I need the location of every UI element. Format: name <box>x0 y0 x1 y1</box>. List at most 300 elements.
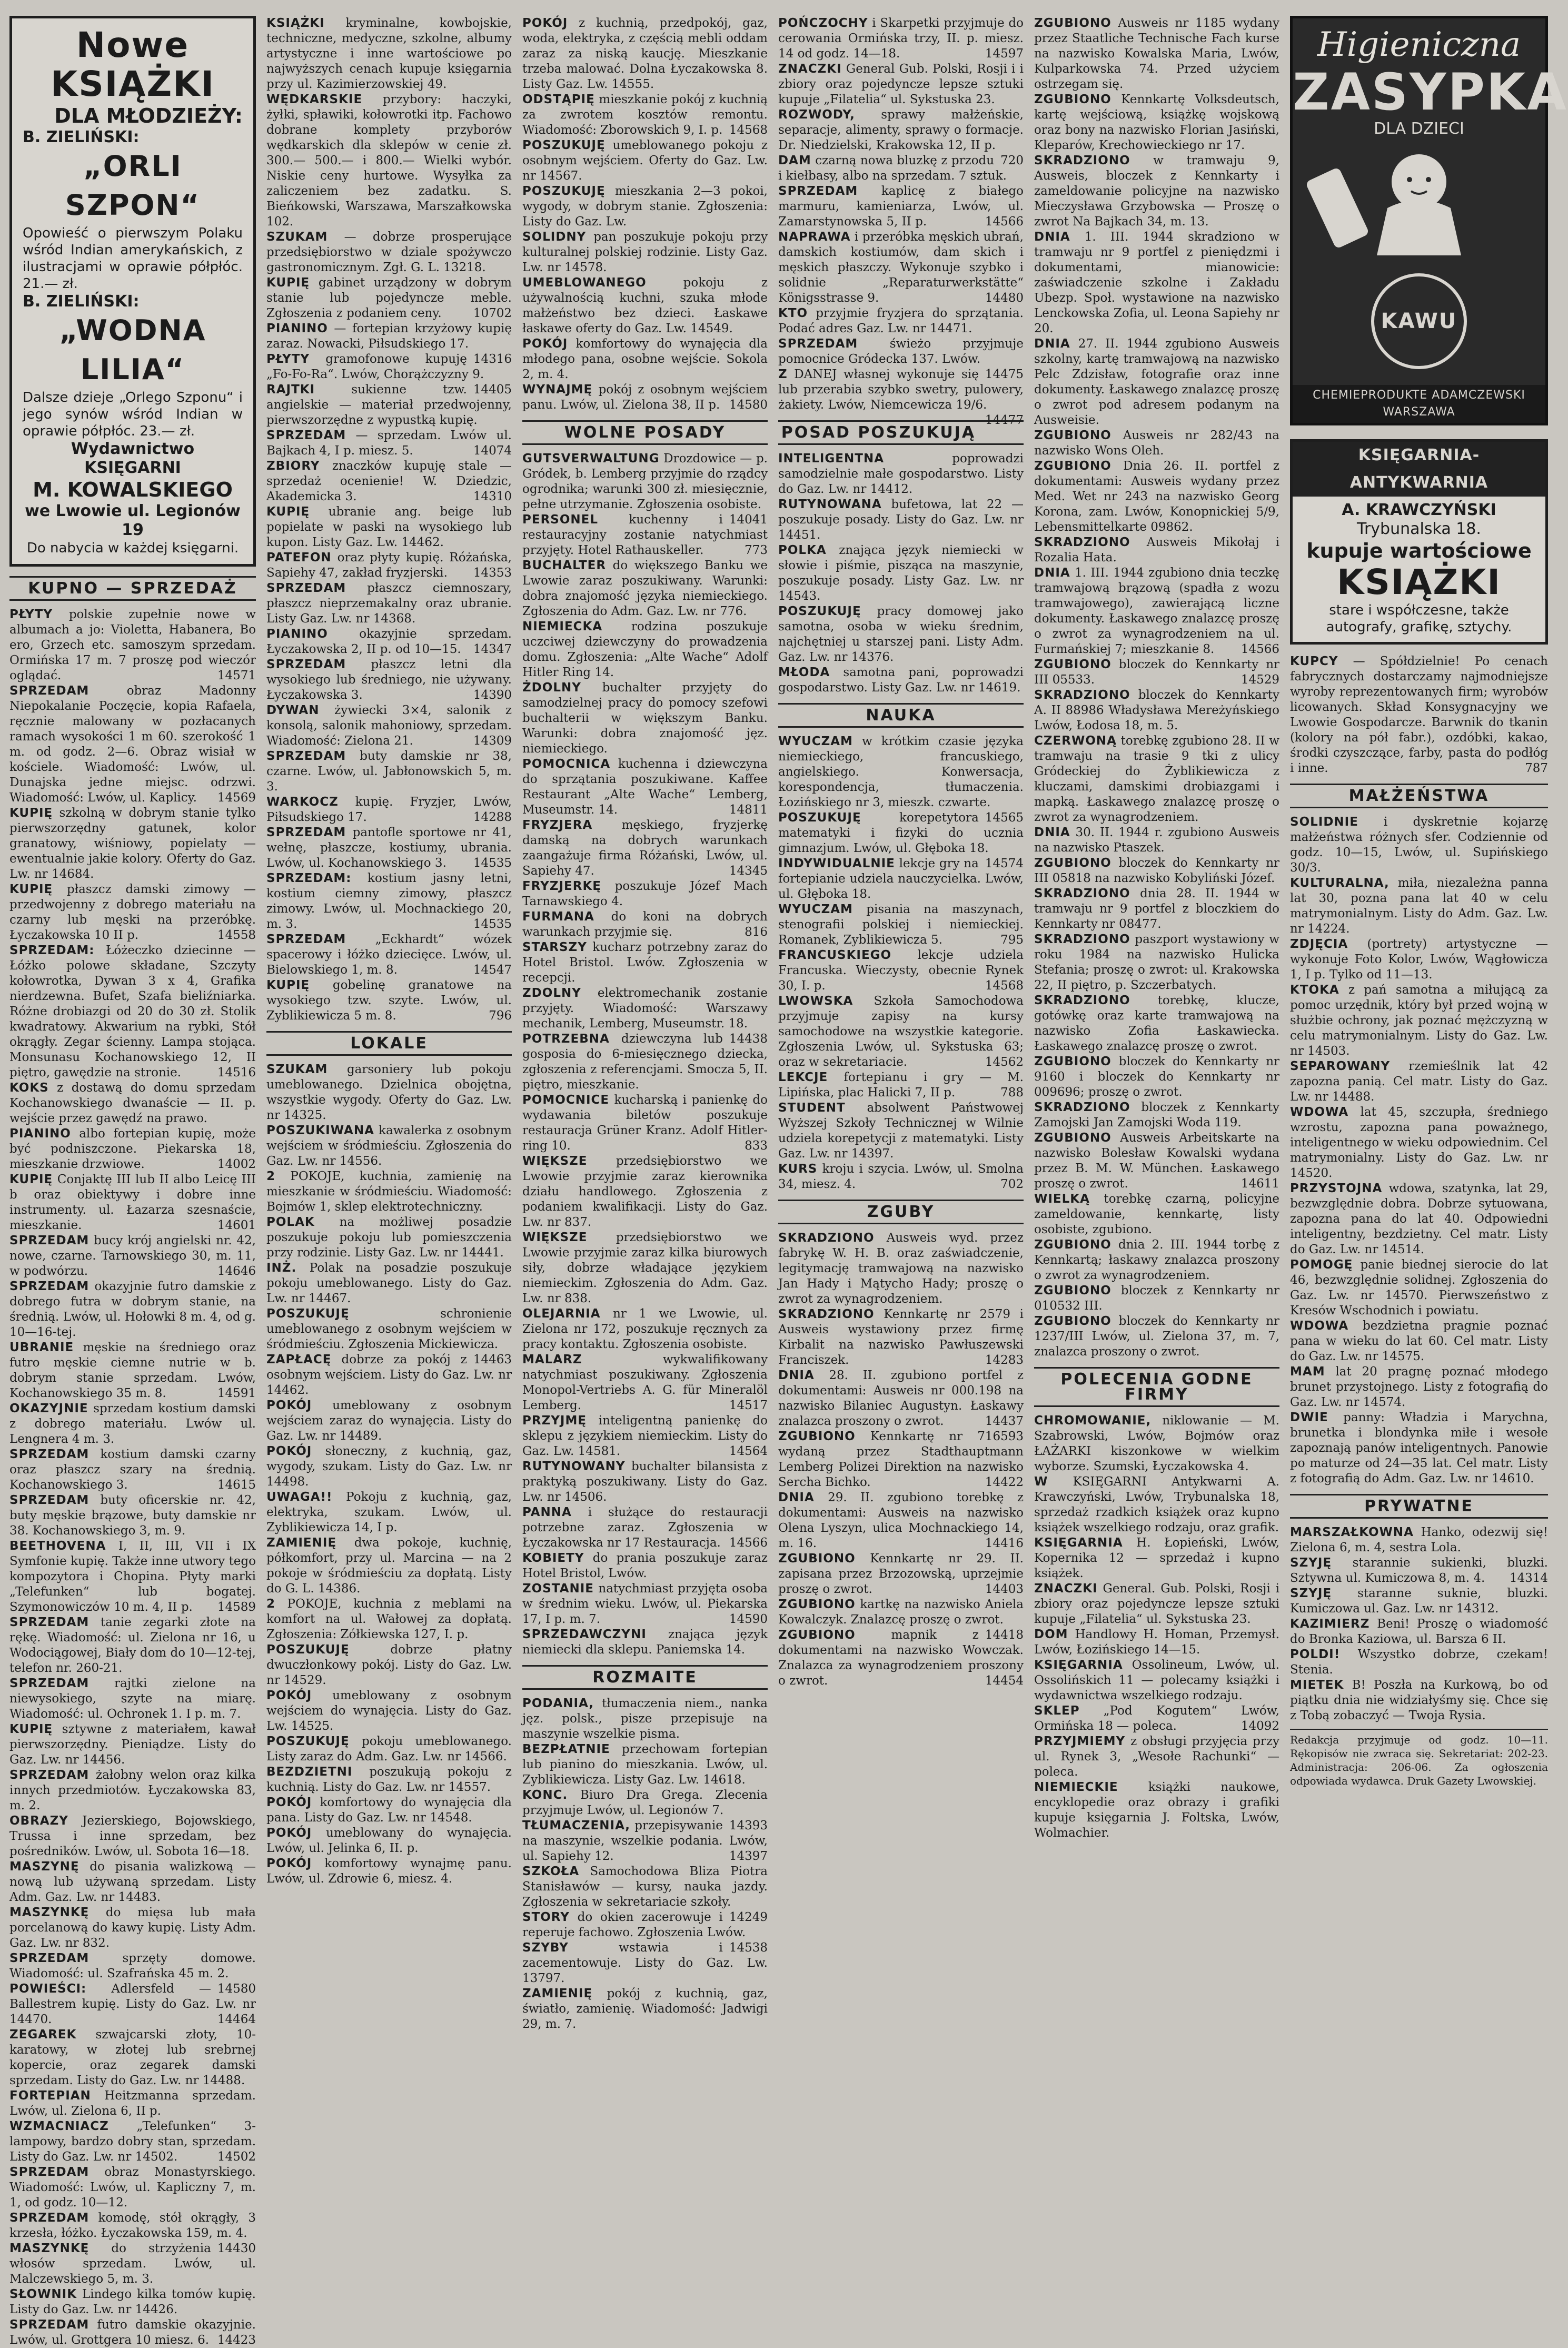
ad-keyword: ZGUBIONO <box>778 1552 856 1566</box>
classified-ad <box>1034 825 1279 856</box>
ad-text: Conjaktę III lub II albo Leicę III b oraz obiektywy i dobre inne instrumenty. ul. Łazarza szesnaście, mieszkanie. <box>9 1173 256 1232</box>
ad-text: umeblowany do wynajęcia. Lwów, ul. Jelinka 6, II. p. <box>266 1826 512 1855</box>
classified-ad <box>1290 654 1548 776</box>
ad-text: Ausweis nr 1185 wydany przez Staatliche Technische Fach kurse na nazwisko Kowalska Maria, Lwów, Kulparkowska 74. Przed użyciem ostrzegam się. <box>1034 16 1279 91</box>
ad-keyword: POLDI! <box>1290 1648 1341 1661</box>
ad-keyword: DNIA <box>778 1369 815 1382</box>
ad-keyword: SPRZEDAM <box>266 826 346 839</box>
ad-keyword: SPRZEDAM <box>9 1768 90 1782</box>
classified-ad <box>522 230 768 275</box>
col5-polecenia-listings <box>1034 1413 1279 1841</box>
ad-number: 14403 <box>985 1582 1024 1596</box>
ad-number: 14611 <box>1240 1177 1279 1191</box>
ad-number: 14535 <box>473 856 512 870</box>
ad-keyword: STORY <box>522 1910 570 1924</box>
ad-number: 14283 <box>985 1353 1024 1367</box>
ad-text: sukienne tzw. angielskie — materiał przedwojenny, pierwszorzędne z wypustką kupię. <box>266 383 512 427</box>
ad-number: 14393 <box>729 1819 768 1832</box>
ad-keyword: SZUKAM <box>266 1063 328 1076</box>
classified-ad <box>1290 983 1548 1059</box>
col6-malzenstwa-listings <box>1290 815 1548 1487</box>
ad-number: 14564 <box>729 1444 768 1458</box>
ad-keyword: POKÓJ <box>522 337 568 351</box>
classified-ad <box>778 1101 1024 1162</box>
ad-text: tanie zegarki złote na rękę. Wiadomość: ul. Zielona nr 16, u Wodociągowej, Biały dom do 10—12-tej, telefon nr. 260-21. <box>9 1616 256 1675</box>
ad-keyword: SZYJĘ <box>1290 1587 1332 1600</box>
ad-keyword: SKRADZIONO <box>1034 933 1130 946</box>
ad-number: 787 <box>1525 761 1548 775</box>
ad-keyword: KUPIĘ <box>266 978 310 992</box>
classified-ad <box>522 1154 768 1230</box>
classified-ad <box>266 1490 512 1535</box>
ad-keyword: WYNAJMĘ <box>522 383 593 397</box>
classified-ad <box>1290 1556 1548 1586</box>
ad-number: 788 <box>1000 1086 1024 1099</box>
ad-text: sprawy małżeńskie, separacje, alimenty, sprawy o formacje. Dr. Niedzielski, Krakowska 12, II p. <box>778 108 1024 152</box>
column-1 <box>9 16 256 2347</box>
ad-keyword: FORTEPIAN <box>9 2089 91 2103</box>
ad-text: miła, niezależna panna lat 30, pozna pana lat 40 w celu matrymonialnym. Listy do Adm. Gaz. Lw. nr 14224. <box>1290 876 1548 936</box>
classified-ad <box>1034 1535 1279 1581</box>
ad-text: lekcje udziela Francuska. Wieczysty, obecnie Rynek 30, I. p. <box>778 948 1024 993</box>
classified-ad <box>266 428 512 459</box>
ad-text: kostium damski czarny oraz płaszcz szary na średnią. Kochanowskiego 3. <box>9 1448 256 1492</box>
classified-ad <box>522 1505 768 1551</box>
classified-ad <box>1034 428 1279 459</box>
classified-ad <box>266 1642 512 1688</box>
ad-keyword: PRZYJMĘ <box>522 1414 587 1428</box>
ad-zasypka-sub: DLA DZIECI <box>1374 120 1464 138</box>
ad-number: 10702 <box>473 306 512 320</box>
classified-ad <box>9 1768 256 1814</box>
ad-keyword: DYWAN <box>266 704 320 717</box>
ad-antykwariat-title: KSIĘGARNIA-ANTYKWARNIA <box>1293 442 1545 497</box>
ad-keyword: RUTYNOWANA <box>778 498 882 511</box>
classified-ad <box>778 902 1024 948</box>
ad-keyword: KUPIĘ <box>9 806 53 820</box>
classified-ad <box>266 16 512 92</box>
ad-text: do mięsa lub mała porcelanową do kawy kupię. Listy Adm. Gaz. Lw. nr 832. <box>9 1906 256 1950</box>
ad-number: 14562 <box>985 1055 1024 1069</box>
ad-antykwariat-owner: A. KRAWCZYŃSKI <box>1342 501 1496 519</box>
classified-ad <box>778 497 1024 543</box>
classified-ad <box>266 581 512 627</box>
col5-top-listings <box>1034 16 1279 1360</box>
ad-keyword: SPRZEDAM: <box>9 944 95 957</box>
ad-number: 14516 <box>217 1066 256 1079</box>
ad-text: futro damskie okazyjnie. Lwów, ul. Grottgera 10 miesz. 6. <box>9 2318 256 2347</box>
classified-ad <box>266 795 512 825</box>
ad-number: 14480 <box>985 291 1024 305</box>
ad-text: znająca język niemiecki w słowie i piśmie, pisząca na maszynie, poszukuje posady. Listy Gaz. Lw. nr 14543. <box>778 543 1024 603</box>
classified-ad <box>1290 1586 1548 1617</box>
ad-keyword: MALARZ <box>522 1353 582 1366</box>
ad-text: z obsługi przyjęcia przy ul. Rynek 3, „Wesołe Rachunki“ — poleca. <box>1034 1735 1279 1779</box>
ad-text: Ausweis Arbeitskarte na nazwisko Bolesław Kowalski wydana przez B. M. W. München. Łaskawego proszę o zwrot. <box>1034 1131 1279 1191</box>
classified-ad <box>1034 1780 1279 1841</box>
ad-keyword: SPRZEDAM <box>266 749 346 763</box>
ad-keyword: WZMACNIACZ <box>9 2119 109 2133</box>
ad-text: kaplicę z białego marmuru, kamieniarza, Lwów, ul. Zamarstynowska 5, II p. <box>778 184 1024 229</box>
classified-ad <box>778 1368 1024 1429</box>
baby-icon <box>1308 140 1530 261</box>
ad-text: Łóżeczko dziecinne — Łóżko polowe składane, Szczyty kołowrotka, Dywan 3 x 4, Grafika nierdzewna. Bufet, Szafa bieliźniarka. Różne drobiazgi od 20 do 30 zł. Stolik kwadratowy. Akwarium na rybki, Stół okrągły. Zegar ścienny. Lampa stojąca. Monsunasu Kochanowskiego 12, II piętro, gawędzie na stronie. <box>9 944 256 1079</box>
ad-number: 14574 <box>985 857 1024 870</box>
classified-ad <box>1034 1627 1279 1658</box>
ad-text: pantofle sportowe nr 41, wełnę, płaszcze, kostiumy, ubrania. Lwów, ul. Kochanowskiego 3. <box>266 826 512 870</box>
ad-keyword: ZGUBIONO <box>1034 1055 1112 1068</box>
ad-keyword: KUPCY <box>1290 655 1338 668</box>
ad-text: pokoju z używalnością kuchni, szuka młode małżeństwo bez dzieci. Łaskawe łaskawe oferty do Gaz. Lw. 14549. <box>522 276 768 335</box>
classified-ad <box>778 62 1024 107</box>
classified-ad <box>1290 1647 1548 1678</box>
ad-number: 14438 <box>729 1032 768 1046</box>
classified-ad <box>778 451 1024 497</box>
section-malzenstwa: MAŁŻEŃSTWA <box>1290 784 1548 808</box>
ad-text: tłumaczenia niem., nanka jęz. polsk., pisze przepisuje na maszynie wszelkie pisma. <box>522 1697 768 1741</box>
classified-ad <box>778 184 1024 230</box>
ad-number: 773 <box>745 543 768 557</box>
classified-ad <box>266 627 512 657</box>
ad-keyword: SKLEP <box>1034 1704 1080 1718</box>
ad-number: 14568 <box>729 123 768 137</box>
classified-ad <box>9 1126 256 1172</box>
ad-keyword: SKRADZIONO <box>1034 536 1130 549</box>
classified-ad <box>266 550 512 581</box>
classified-ad <box>1290 876 1548 937</box>
classified-ad <box>266 1734 512 1765</box>
classified-ad <box>1034 1703 1279 1734</box>
classified-ad <box>778 336 1024 381</box>
classified-ad <box>778 1162 1024 1192</box>
ad-text: buchalter bilansista z praktyką poszukiwany. Listy do Gaz. Lw. nr 14506. <box>522 1460 768 1504</box>
ad-text: okazyjnie futro damskie z dobrego futra w dobrym stanie, na średnią. Lwów, ul. Hołowki 8 m. 4, od g. 10—16-tej. <box>9 1280 256 1339</box>
ad-antykwariat-line1: kupuje wartościowe <box>1306 539 1532 562</box>
ad-text: Adlersfeld — Ballestrem kupię. Listy do Gaz. Lw. nr 14470. <box>9 1982 256 2026</box>
ad-keyword: POKÓJ <box>266 1857 312 1870</box>
ad-keyword: DWIE <box>1290 1411 1328 1424</box>
ad-keyword: POSZUKUJĘ <box>522 138 606 152</box>
ad-text: bloczek do Kennkarty A. II 88986 Władysława Mereżyńskiego Lwów, Łodosa 18, m. 5. <box>1034 688 1279 732</box>
ad-keyword: FRYZJERA <box>522 818 593 832</box>
section-prywatne: PRYWATNE <box>1290 1494 1548 1519</box>
ad-number: 14591 <box>217 1386 256 1400</box>
classified-ad <box>1034 734 1279 825</box>
classified-ad <box>778 948 1024 994</box>
ad-text: oraz płyty kupię. Różańska, Sapiehy 47, zakład fryzjerski. <box>266 551 512 580</box>
ad-books-author1: B. ZIELIŃSKI: <box>23 128 140 146</box>
ad-keyword: UWAGA!! <box>266 1490 333 1504</box>
ad-books-headline: Nowe KSIĄŻKI <box>51 25 215 104</box>
ad-text: Ossolineum, Lwów, ul. Ossolińskich 11 — polecamy książki i wydawnictwa wszelkiego rodzaju. <box>1034 1658 1279 1702</box>
ad-keyword: SKRADZIONO <box>1034 994 1130 1007</box>
ad-text: Dnia 26. II. portfel z dokumentami: Ausweis wydany przez Med. Wet nr 243 na nazwisko Georg Korona, zam. Lwów, Konopnickiej 5/9, Lebensmittelkarte 09862. <box>1034 459 1279 534</box>
ad-keyword: POSZUKUJĘ <box>522 184 606 198</box>
classified-ad <box>9 1447 256 1493</box>
classified-ad <box>1290 815 1548 876</box>
ad-keyword: KSIĄŻKI <box>266 16 325 30</box>
ad-number: 14517 <box>729 1399 768 1412</box>
classified-ad <box>1034 16 1279 92</box>
col2-lokale-listings <box>266 1062 512 1887</box>
classified-ad <box>266 703 512 749</box>
ad-keyword: SPRZEDAM <box>778 184 858 198</box>
ad-keyword: SPRZEDAM <box>778 337 858 351</box>
classified-ad <box>9 882 256 943</box>
ad-keyword: DNIA <box>1034 826 1070 839</box>
col4-poszukuja-listings <box>778 451 1024 696</box>
ad-keyword: 2 <box>266 1170 276 1183</box>
ad-keyword: ZGUBIONO <box>1034 16 1112 30</box>
col4-zguby-listings <box>778 1231 1024 1689</box>
ad-keyword: POŃCZOCHY <box>778 16 868 30</box>
ad-text: pan poszukuje pokoju przy kulturalnej polskiej rodzinie. Listy Gaz. Lw. nr 14578. <box>522 230 768 274</box>
ad-text: rzemieślnik lat 42 zapozna panią. Cel matr. Listy do Gaz. Lw. nr 14488. <box>1290 1059 1548 1104</box>
ad-keyword: ZAMIENIĘ <box>266 1536 337 1550</box>
ad-keyword: MASZYNKĘ <box>9 2242 90 2255</box>
section-polecenia: POLECENIA GODNE FIRMY <box>1034 1367 1279 1407</box>
classified-ad <box>522 1551 768 1581</box>
ad-zasypka-script: Higieniczna <box>1317 25 1521 64</box>
classified-ad <box>778 1551 1024 1597</box>
ad-keyword: SŁOWNIK <box>9 2287 77 2301</box>
classified-ad <box>1290 1364 1548 1410</box>
classified-ad <box>9 1081 256 1126</box>
ad-text: komfortowy do wynajęcia dla pana. Listy do Gaz. Lw. nr 14548. <box>266 1796 512 1825</box>
section-lokale: LOKALE <box>266 1031 512 1056</box>
col2-top-listings <box>266 16 512 1024</box>
ad-text: poprowadzi samodzielnie małe gospodarstwo. Listy do Gaz. Lw. nr 14412. <box>778 452 1024 496</box>
ad-keyword: POKÓJ <box>266 1796 312 1809</box>
ad-books-footer: Do nabycia w każdej księgarni. <box>26 540 239 556</box>
ad-text: „Eckhardt“ wózek spacerowy i łóżko dziecięce. Lwów, ul. Bielowskiego 1, m. 8. <box>266 933 512 977</box>
ad-number: 14397 <box>729 1849 768 1863</box>
ad-keyword: ZGUBIONO <box>1034 429 1112 442</box>
ad-text: znająca język niemiecki dla sklepu. Paniemska 14. <box>522 1628 768 1657</box>
ad-books-desc1: Opowieść o pierwszym Polaku wśród Indian amerykańskich, z ilustracjami w oprawie półpłóc. 21.— zł. <box>23 225 243 292</box>
classified-ad <box>266 749 512 795</box>
ad-text: General. Gub. Polski, Rosji i zbiory oraz pojedyncze lepsze sztuki kupuje „Filatelia“ ul. Sykstuska 23. <box>1034 1582 1279 1626</box>
ad-text: komfortowy do wynajęcia dla młodego pana, osobne wejście. Sokola 2, m. 4. <box>522 337 768 381</box>
ad-text: fortepianu i gry — M. Lipińska, plac Halicki 7, II p. <box>778 1071 1024 1099</box>
ad-text: i Skarpetki przyjmuje do cerowania Ormińska trzy, II. p. miesz. 14 od godz. 14—18. <box>778 16 1024 61</box>
ad-text: do większego Banku we Lwowie zaraz poszukiwany. Warunki: dobra znajomość języka niemieckiego. Zgłoszenia do Adm. Gaz. Lw. nr 776. <box>522 559 768 618</box>
ad-keyword: POMOCNICE <box>522 1093 610 1107</box>
classified-ad <box>778 543 1024 604</box>
ad-text: niklowanie — M. Szabrowski, Lwów, Bojmów oraz ŁAŻARKI kiszonkowe w wielkim wyborze. Szumski, Łyczakowska 4. <box>1034 1414 1279 1473</box>
ad-antykwariat-line3: stare i współczesne, także autografy, grafikę, sztychy. <box>1326 602 1512 635</box>
ad-number: 14464 <box>217 2013 256 2026</box>
ad-keyword: BUCHALTER <box>522 559 607 572</box>
section-zguby: ZGUBY <box>778 1200 1024 1224</box>
classified-ad <box>266 1597 512 1642</box>
classified-ad <box>522 16 768 92</box>
ad-text: szwajcarski złoty, 10-karatowy, w złotej lub srebrnej kopercie, oraz zegarek damski sprzedam. Listy do Gaz. Lw. nr 14488. <box>9 2028 256 2087</box>
ad-text: — dobrze prosperujące przedsiębiorstwo w dziale spożywczo gastronomicznym. Zgł. G. L. 13218. <box>266 230 512 274</box>
ad-text: Ausweis nr 282/43 na nazwisko Wons Oleh. <box>1034 429 1279 458</box>
ad-keyword: FRANCUSKIEGO <box>778 948 892 962</box>
ad-keyword: OLEJARNIA <box>522 1307 601 1321</box>
classified-ad <box>522 92 768 138</box>
classified-ad <box>266 230 512 275</box>
classified-ad <box>9 2165 256 2211</box>
ad-number: 14430 <box>217 2242 256 2255</box>
ad-keyword: POKÓJ <box>266 1399 312 1412</box>
ad-keyword: SPRZEDAM <box>266 933 346 946</box>
classified-ad <box>266 1856 512 1887</box>
ad-text: Ausweis wyd. przez fabrykę W. H. B. oraz zaświadczenie, legitymację tramwajową na nazwisko Jan Hady i Mątycho Hady; proszę o zwrot za wynagrodzeniem. <box>778 1231 1024 1306</box>
ad-text: H. Łopieński, Lwów, Kopernika 12 — sprzedaż i kupno książek. <box>1034 1536 1279 1580</box>
ad-keyword: NIEMIECKA <box>522 620 603 633</box>
ad-books-subheadline: DLA MŁODZIEŻY: <box>54 104 243 127</box>
ad-text: z dostawą do domu sprzedam Kochanowskiego dwanaście — II. p. wejście przez gawędź na prawo. <box>9 1081 256 1125</box>
ad-keyword: UMEBLOWANEGO <box>522 276 647 290</box>
ad-text: panie biednej sierocie do lat 46, bezwzględnie solidnej. Zgłoszenia do Gaz. Lw. nr 14570. Pierwszeństwo z Kresów Wschodnich i powiatu. <box>1290 1258 1548 1317</box>
ad-keyword: DOM <box>1034 1628 1068 1641</box>
ad-keyword: SPRZEDAM <box>9 1951 90 1965</box>
baby-illustration <box>1293 140 1545 261</box>
ad-keyword: OBRAZY <box>9 1814 68 1828</box>
ad-keyword: SPRZEDAM <box>266 658 346 671</box>
ad-keyword: POTRZEBNA <box>522 1032 610 1046</box>
ad-text: Hanko, odezwij się! Zielona 6, m. 4, sestra Lola. <box>1290 1525 1548 1554</box>
ad-number: 14566 <box>985 215 1024 229</box>
ad-text: dziewczyna lub gosposia do 6-miesięcznego dziecka, zgłoszenia z referencjami. Smocza 5, II. piętro, mieszkanie. <box>522 1032 768 1092</box>
classified-ad <box>1034 657 1279 688</box>
classified-ad <box>1034 1413 1279 1474</box>
classified-ad <box>1034 566 1279 657</box>
ad-keyword: WIĘKSZE <box>522 1154 588 1168</box>
classified-ad <box>778 306 1024 336</box>
ad-text: przedsiębiorstwo we Lwowie przyjmie zaraz kierownika działu handlowego. Zgłoszenia z podaniem kwalifikacji. Listy do Gaz. Lw. nr 837. <box>522 1154 768 1229</box>
ad-text: buchalter przyjęty do samodzielnej pracy do pomocy szefowi buchalterii w większym Banku. Warunki: dobra znajomość jęz. niemieckiego. <box>522 681 768 756</box>
ad-keyword: KUPIĘ <box>9 1722 53 1736</box>
classified-ad <box>266 275 512 321</box>
ad-keyword: KONC. <box>522 1788 568 1802</box>
ad-keyword: POWIEŚCI: <box>9 1982 87 1996</box>
classified-ad <box>522 1459 768 1505</box>
ad-text: dwa pokoje, kuchnię, półkomfort, przy ul. Marcina — na 2 pokoje w śródmieściu za dopłatą. Listy do G. L. 14386. <box>266 1536 512 1596</box>
ad-number: 14310 <box>473 490 512 503</box>
classified-ad <box>1034 993 1279 1054</box>
classified-ad <box>266 978 512 1024</box>
col6-promo-listings <box>1290 654 1548 776</box>
ad-keyword: ZGUBIONO <box>1034 1131 1112 1145</box>
ad-text: z pań samotna a miłującą za pomoc urzędnik, który był przed wojną w służbie ochrony, jak poznać mężczyzną w celu matrymonialnym. Listy do Gaz. Lw. nr 14503. <box>1290 983 1548 1058</box>
ad-keyword: CZERWONĄ <box>1034 734 1117 748</box>
classified-ad <box>522 382 768 413</box>
column-2 <box>266 16 512 2091</box>
classified-ad <box>9 1859 256 1905</box>
ad-text: pracy domowej jako samotna, osoba w wieku średnim, najchętniej u starszej pani. Listy Adm. Gaz. Lw. nr 14376. <box>778 605 1024 664</box>
ad-number: 14314 <box>1509 1571 1548 1585</box>
classified-ad <box>1290 1059 1548 1105</box>
section-nauka: NAUKA <box>778 703 1024 728</box>
classified-ad <box>9 1340 256 1401</box>
classified-ad <box>1034 1581 1279 1627</box>
ad-text: Biuro Dra Grega. Zlecenia przyjmuje Lwów, ul. Legionów 7. <box>522 1788 768 1817</box>
classified-ad <box>1290 1105 1548 1181</box>
ad-text: bucy krój angielski nr. 42, nowe, czarne. Tarnowskiego 30, m. 11, w podwórzu. <box>9 1234 256 1278</box>
ad-text: Handlowy H. Homan, Przemysł. Lwów, Łozińskiego 14—15. <box>1034 1628 1279 1657</box>
col6-prywatne-listings <box>1290 1525 1548 1723</box>
ad-text: przyjmie fryzjera do sprzątania. Podać adres Gaz. Lw. nr 14471. <box>778 306 1024 335</box>
ad-text: poszukują pokoju z kuchnią. Listy do Gaz. Lw. nr 14557. <box>266 1765 512 1794</box>
ad-text: Kennkartę nr 2579 i Ausweis wystawiony przez firmę Kirbalit na nazwisko Pawłuszewski Franciszek. <box>778 1307 1024 1367</box>
classified-ad <box>522 619 768 680</box>
section-wolne-posady: WOLNE POSADY <box>522 420 768 445</box>
ad-keyword: ZEGAREK <box>9 2028 77 2042</box>
col3-top-listings <box>522 16 768 413</box>
classified-ad <box>778 604 1024 665</box>
ad-text: nr 1 we Lwowie, ul. Zielona nr 172, poszukuje ręcznych za pracy kontaktu. Zgłoszenia osobiste. <box>522 1307 768 1351</box>
ad-keyword: WIELKĄ <box>1034 1192 1090 1206</box>
classified-ad <box>266 1444 512 1490</box>
ad-keyword: BEZDZIETNI <box>266 1765 353 1779</box>
ad-keyword: KSIĘGARNIA <box>1034 1658 1123 1672</box>
ad-text: polskie zupełnie nowe w albumach a jo: Violetta, Habanera, Bo ero, Grzech etc. samoszym sprzedam. Ormińska 17 m. 7 proszę pod wieczór oglądać. <box>9 608 256 682</box>
ad-text: bezdzietna pragnie poznać pana w wieku do lat 60. Cel matr. Listy do Gaz. Lw. nr 14575. <box>1290 1319 1548 1363</box>
ad-text: komodę, stół okrągły, 3 krzesła, łóżko. Łyczakowska 159, m. 4. <box>9 2211 256 2240</box>
ad-text: płaszcz letni dla wysokiego lub średniego, nie używany. Łyczakowska 3. <box>266 658 512 702</box>
ad-text: DANEJ własnej wykonuje się lub przerabia szybko swetry, pulowery, żakiety. Lwów, Niemcewicza 19/6. <box>778 368 1024 412</box>
ad-keyword: LWOWSKA <box>778 994 854 1008</box>
classified-ad <box>522 138 768 184</box>
classified-ad <box>778 1070 1024 1101</box>
classified-ad <box>266 871 512 932</box>
ad-text: Heitzmanna sprzedam. Lwów, ul. Zielona 6, II p. <box>9 2089 256 2118</box>
ad-number: 14601 <box>217 1218 256 1232</box>
ad-text: Samochodowa Bliza Piotra Stanisławów — kursy, nauka jazdy. Zgłoszenia w sekretariacie szkoły. <box>522 1865 768 1909</box>
classified-ad <box>1290 1410 1548 1487</box>
classified-ad <box>522 1352 768 1413</box>
classified-ad <box>266 1261 512 1306</box>
ad-number: 14041 <box>729 513 768 527</box>
ad-keyword: RUTYNOWANY <box>522 1460 626 1473</box>
ad-number: 796 <box>489 1009 512 1023</box>
ad-text: umeblowanego pokoju z osobnym wejściem. Oferty do Gaz. Lw. nr 14567. <box>522 138 768 183</box>
ad-number: 14646 <box>217 1264 256 1278</box>
ad-keyword: FURMANA <box>522 910 594 924</box>
ad-keyword: PIANINO <box>266 627 328 641</box>
ad-keyword: PIANINO <box>9 1127 71 1141</box>
ad-text: z kuchnią, przedpokój, gaz, woda, elektryka, z częścią mebli oddam zaraz za niską kaucję. Mieszkanie trzeba malować. Dolna Łyczakowska 8. Listy Gaz. Lw. 14555. <box>522 16 768 91</box>
footer-note: Redakcja przyjmuje od godz. 10—11. Rękopisów nie zwraca się. Sekretariat: 202-23. Administracja: 206-06. Za ogłoszenia odpowiada wydawca. Druk Gazety Lwowskiej. <box>1290 1729 1548 1788</box>
classified-ad <box>522 879 768 909</box>
ad-keyword: SPRZEDAM <box>9 1280 90 1293</box>
ad-text: paszport wystawiony w roku 1984 na nazwisko Hulicka Stefania; proszę o zwrot: ul. Krakowska 22, II piętro, p. Szczerbatych. <box>1034 933 1279 992</box>
ad-text: panny: Władzia i Marychna, brunetka i blondynka miłe i wesołe zapoznają panów inteligentnych. Panowie po maturze od 24—35 lat. Cel matr. Listy z fotografią do Adm. Gaz. Lw. nr 14610. <box>1290 1411 1548 1485</box>
classified-ad <box>9 2317 256 2348</box>
classified-ad <box>266 1062 512 1123</box>
ad-text: pokoju umeblowanego. Listy zaraz do Adm. Gaz. Lw. nr 14566. <box>266 1735 512 1764</box>
classified-ad <box>522 1581 768 1627</box>
classified-ad <box>778 1490 1024 1551</box>
ad-keyword: KSIĘGARNIA <box>1034 1536 1123 1550</box>
ad-text: i przeróbka męskich ubrań, damskich kostiumów, dam skich i męskich płaszczy. Wykonuje szybko i solidnie „Reparaturwerkstätte“ Königsstrasse 9. <box>778 230 1024 305</box>
ad-number: 702 <box>1000 1177 1024 1191</box>
ad-text: kawalerka z osobnym wejściem w śródmieściu. Zgłoszenia do Gaz. Lw. nr 14556. <box>266 1124 512 1168</box>
ad-number: 14353 <box>473 566 512 580</box>
classified-ad <box>1034 1237 1279 1283</box>
classified-ad <box>522 818 768 879</box>
classified-ad <box>522 558 768 619</box>
ad-zasypka-logo: KAWU <box>1371 273 1467 369</box>
ad-keyword: DNIA <box>1034 230 1070 244</box>
ad-text: słoneczny, z kuchnią, gaz, wygody, szukam. Listy do Gaz. Lw. nr 14498. <box>266 1444 512 1489</box>
ad-text: kartkę na nazwisko Aniela Kowalczyk. Znalazcę proszę o zwrot. <box>778 1598 1024 1627</box>
ad-text: 30. II. 1944 r. zgubiono Ausweis na nazwisko Ptaszek. <box>1034 826 1279 855</box>
